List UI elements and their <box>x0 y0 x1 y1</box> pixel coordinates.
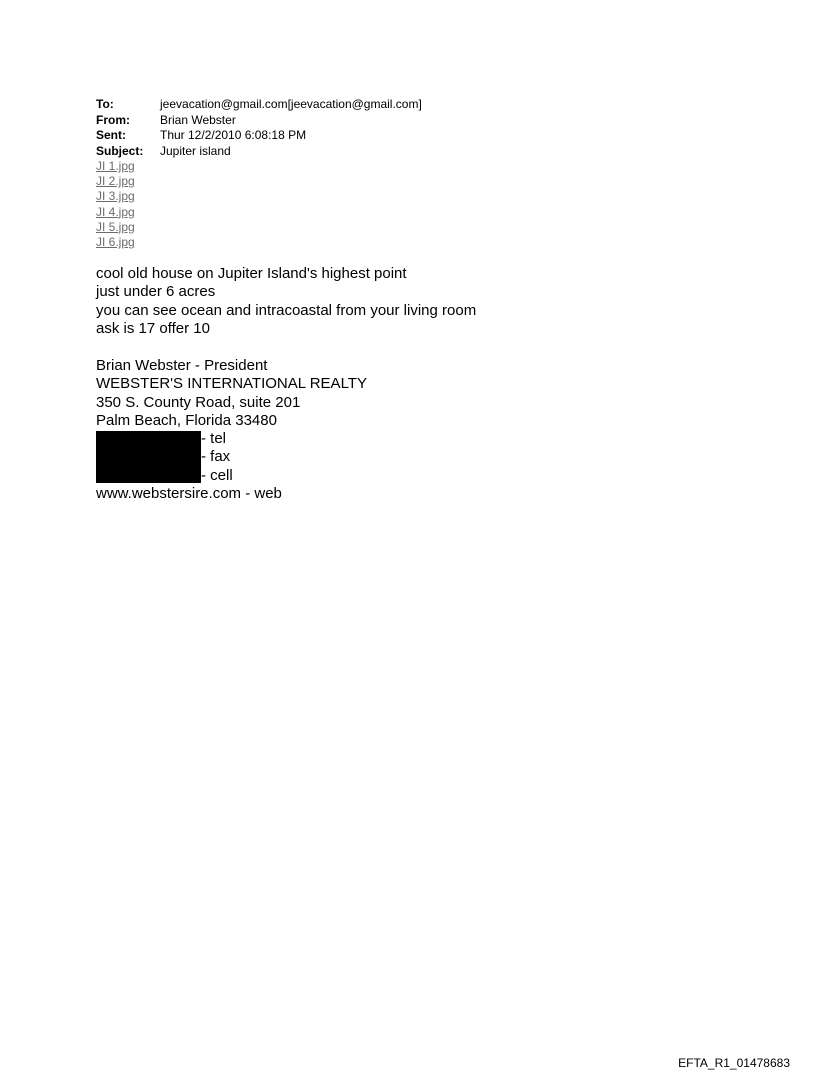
attachment-link[interactable]: JI 6.jpg <box>96 235 135 250</box>
document-id: EFTA_R1_01478683 <box>678 1056 790 1070</box>
sent-value: Thur 12/2/2010 6:08:18 PM <box>160 128 307 142</box>
signature-name-title: Brian Webster - President <box>96 357 268 374</box>
header-from-row <box>96 113 422 129</box>
header-to-row <box>96 97 422 113</box>
attachment-link[interactable]: JI 1.jpg <box>96 159 135 173</box>
to-value: jeevacation@gmail.com[jeevacation@gmail.com] <box>160 97 422 111</box>
sent-label: Sent: <box>96 128 126 142</box>
to-label: To: <box>96 97 114 111</box>
attachment-link[interactable]: JI 2.jpg <box>96 174 135 189</box>
attachment-list <box>96 159 135 250</box>
tel-label: - tel <box>201 430 227 447</box>
signature-web: www.webstersire.com - web <box>96 485 282 502</box>
body-line: ask is 17 offer 10 <box>96 319 210 337</box>
subject-label: Subject: <box>96 143 144 158</box>
from-value: Brian Webster <box>160 112 236 127</box>
fax-label: - fax <box>201 448 231 466</box>
attachment-link[interactable]: JI 3.jpg <box>96 189 135 204</box>
phone-labels <box>201 430 233 485</box>
body-line: cool old house on Jupiter Island's highest point <box>96 265 407 282</box>
signature-address-line2: Palm Beach, Florida 33480 <box>96 411 277 429</box>
attachment-link[interactable]: JI 5.jpg <box>96 219 135 234</box>
redaction-box <box>96 431 201 483</box>
header-sent-row <box>96 128 422 144</box>
from-label: From: <box>96 112 130 127</box>
header-subject-row <box>96 144 422 160</box>
signature-company: WEBSTER'S INTERNATIONAL REALTY <box>96 375 367 393</box>
attachment-link[interactable]: JI 4.jpg <box>96 204 135 219</box>
email-body <box>96 265 476 338</box>
signature-address-line1: 350 S. County Road, suite 201 <box>96 393 301 411</box>
email-header-block <box>96 97 422 159</box>
body-line: you can see ocean and intracoastal from your living room <box>96 301 477 319</box>
email-signature <box>96 357 367 430</box>
body-line: just under 6 acres <box>96 283 216 301</box>
cell-label: - cell <box>201 466 233 484</box>
subject-value: Jupiter island <box>160 143 231 158</box>
